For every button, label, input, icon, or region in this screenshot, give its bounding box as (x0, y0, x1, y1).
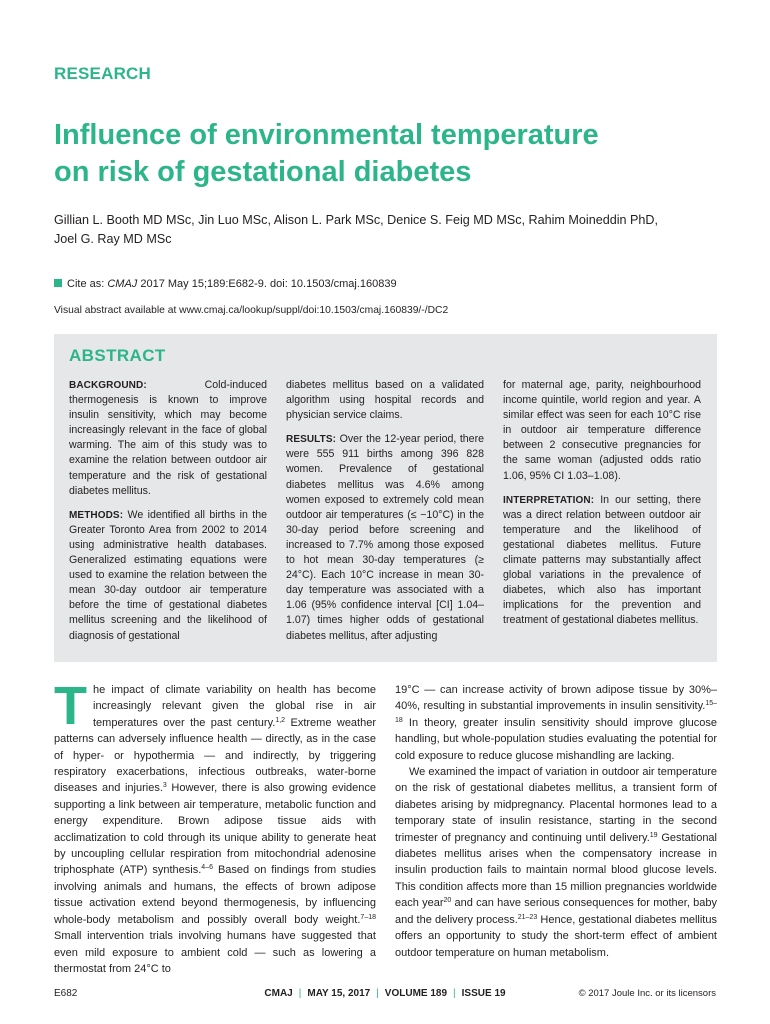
interpretation-text: In our setting, there was a direct relation between outdoor air temperature and the likelihood of gestational diabetes mellitus. Future climate patterns may substantially affect global variations in the prevalence of diabetes, which also has important implications for the prevention and treatment of gestational diabetes mellitus. (503, 493, 701, 627)
copyright: © 2017 Joule Inc. or its licensors (578, 988, 716, 999)
footer-separator: | (453, 988, 456, 999)
citation (54, 278, 397, 290)
reference[interactable]: 19 (649, 831, 658, 839)
page-number: E682 (54, 988, 78, 999)
visual-abstract-link[interactable]: Visual abstract available at www.cmaj.ca/lookup/suppl/doi:10.1503/cmaj.160839/-/DC2 (54, 305, 449, 316)
body-text: In theory, greater insulin sensitivity should improve glucose handling, but whole-population studies evaluating the potential for cold exposure to reduce glucose mishandling are lacking. (395, 716, 717, 762)
abstract-column-3 (503, 378, 701, 638)
reference[interactable]: 15–18 (395, 700, 717, 724)
abstract-column-1 (69, 378, 267, 653)
footer-journal: CMAJ (264, 988, 293, 999)
results-label: RESULTS: (286, 434, 337, 446)
footer-separator: | (376, 988, 379, 999)
abstract-methods (69, 508, 267, 644)
title-line-1: Influence of environmental temperature (54, 119, 599, 151)
author-list (54, 211, 724, 249)
body-text: Extreme weather patterns can adversely influence health — directly, as in the case of hyper- or hypothermia — and indirectly, by triggering respiratory exacerbations, infectious outbreaks, water-borne diseases and injuries. (54, 716, 377, 795)
body-text: Small intervention trials involving humans have suggested that even mild exposure to ambient cold — such as lowering a thermostat from 24°C to (54, 930, 376, 975)
footer-date: MAY 15, 2017 (307, 988, 371, 999)
body-text: 19°C — can increase activity of brown adipose tissue by 30%–40%, resulting in substantial improvements in insulin sensitivity. (395, 684, 717, 713)
body-text: and can have serious consequences for mother, baby and the delivery process. (395, 897, 717, 926)
background-label: BACKGROUND: (69, 380, 147, 391)
body-paragraph-3 (395, 764, 717, 961)
title-line-2: on risk of gestational diabetes (54, 156, 472, 188)
body-text: However, there is also growing evidence supporting a link between air temperature, metabolic function and energy expenditure. Brown adipose tissue aids with acclimatization to cold through its unique ability to generate heat by uncoupling cellular respiration from mitochondrial adenosine triphosphate (ATP) synthesis. (54, 782, 376, 877)
methods-text: We identified all births in the Greater Toronto Area from 2002 to 2014 using administrative health databases. Generalized estimating equations were used to examine the relation between the mean 30-day outdoor air temperature before the time of gestational diabetes mellitus screening and the likelihood of diagnosis of gestational (69, 508, 267, 642)
reference[interactable]: 4–6 (201, 864, 213, 872)
body-paragraph-1 (54, 676, 377, 977)
cite-journal: CMAJ (107, 278, 138, 290)
abstract-column-2 (286, 378, 484, 653)
methods-label: METHODS: (69, 509, 124, 521)
footer-issue: ISSUE 19 (461, 988, 506, 999)
methods-continued: diabetes mellitus based on a validated algorithm using hospital records and physician service claims. (286, 379, 484, 422)
body-text: We examined the impact of variation in outdoor air temperature on the risk of gestational diabetes mellitus, a transient form of diabetes arising by midpregnancy. Placental hormones lead to a temporary state of insulin resistance, starting in the second trimester of pregnancy and continuing until delivery. (395, 766, 717, 844)
cite-prefix: Cite as: (67, 278, 108, 290)
drop-cap: T (54, 676, 87, 736)
footer-separator: | (298, 988, 302, 999)
results-continued: for maternal age, parity, neighbourhood income quintile, world region and year. A similar effect was seen for each 10°C rise in outdoor air temperature difference between 2 consecutive pregnancies for the same woman (adjusted odds ratio 1.06, 95% CI 1.03–1.08). (503, 379, 701, 482)
authors-line-1: Gillian L. Booth MD MSc, Jin Luo MSc, Alison L. Park MSc, Denice S. Feig MD MSc, Rahim Moineddin PhD, (54, 213, 659, 227)
interpretation-label: INTERPRETATION: (503, 494, 595, 506)
body-text: he impact of climate variability on health has become increasingly relevant given the global rise in air temperatures over the past century. (93, 684, 376, 729)
footer-volume: VOLUME 189 (384, 988, 448, 999)
reference[interactable]: 21–23 (517, 913, 538, 921)
body-text: Gestational diabetes mellitus arises when the compensatory increase in insulin production fails to maintain normal blood glucose levels. This condition affects more than 15 million pregnancies worldwide each year (395, 831, 717, 910)
background-text: Cold-induced thermogenesis is known to improve insulin sensitivity, which may become increasingly relevant in the face of global warming. The aim of this study was to examine the relation between outdoor air temperature and the risk of gestational diabetes mellitus. (69, 379, 267, 497)
body-column-1 (54, 676, 377, 977)
body-column-2 (395, 682, 717, 961)
square-bullet-icon (54, 279, 62, 287)
reference[interactable]: 20 (443, 897, 452, 905)
body-text: Hence, gestational diabetes mellitus offers an opportunity to study the short-term effect of ambient outdoor temperature on human metabolism. (395, 913, 717, 959)
abstract-background (69, 378, 267, 499)
reference[interactable]: 1,2 (275, 716, 286, 724)
reference[interactable]: 7–18 (360, 913, 376, 921)
cite-details[interactable]: 2017 May 15;189:E682-9. doi: 10.1503/cmaj.160839 (137, 278, 397, 290)
section-label: RESEARCH (54, 64, 152, 83)
reference[interactable]: 3 (162, 782, 167, 790)
abstract-heading: ABSTRACT (69, 346, 166, 365)
body-paragraph-2 (395, 682, 717, 764)
results-text: Over the 12-year period, there were 555 911 births among 396 828 women. Prevalence of gestational diabetes mellitus was 4.6% among women exposed to extremely cold mean outdoor air temperatures (≤ −10°C) in the 30-day period before screening and increased to 7.7% among those exposed to hot mean 30-day temperatures (≥ 24°C). Each 10°C increase in mean 30-day temperature was associated with a 1.06 (95% confidence interval [CI] 1.04–1.07) times higher odds of gestational diabetes mellitus, after adjusting (286, 433, 484, 642)
authors-line-2: Joel G. Ray MD MSc (54, 232, 172, 246)
abstract-box (54, 334, 717, 662)
article-title (54, 117, 714, 191)
body-text: Based on findings from studies involving animals and humans, the effects of brown adipose tissue activation extend beyond thermogenesis, by influencing whole-body metabolism and possibly overall body weight. (54, 864, 377, 926)
abstract-results (286, 432, 484, 643)
abstract-interpretation (503, 493, 701, 629)
